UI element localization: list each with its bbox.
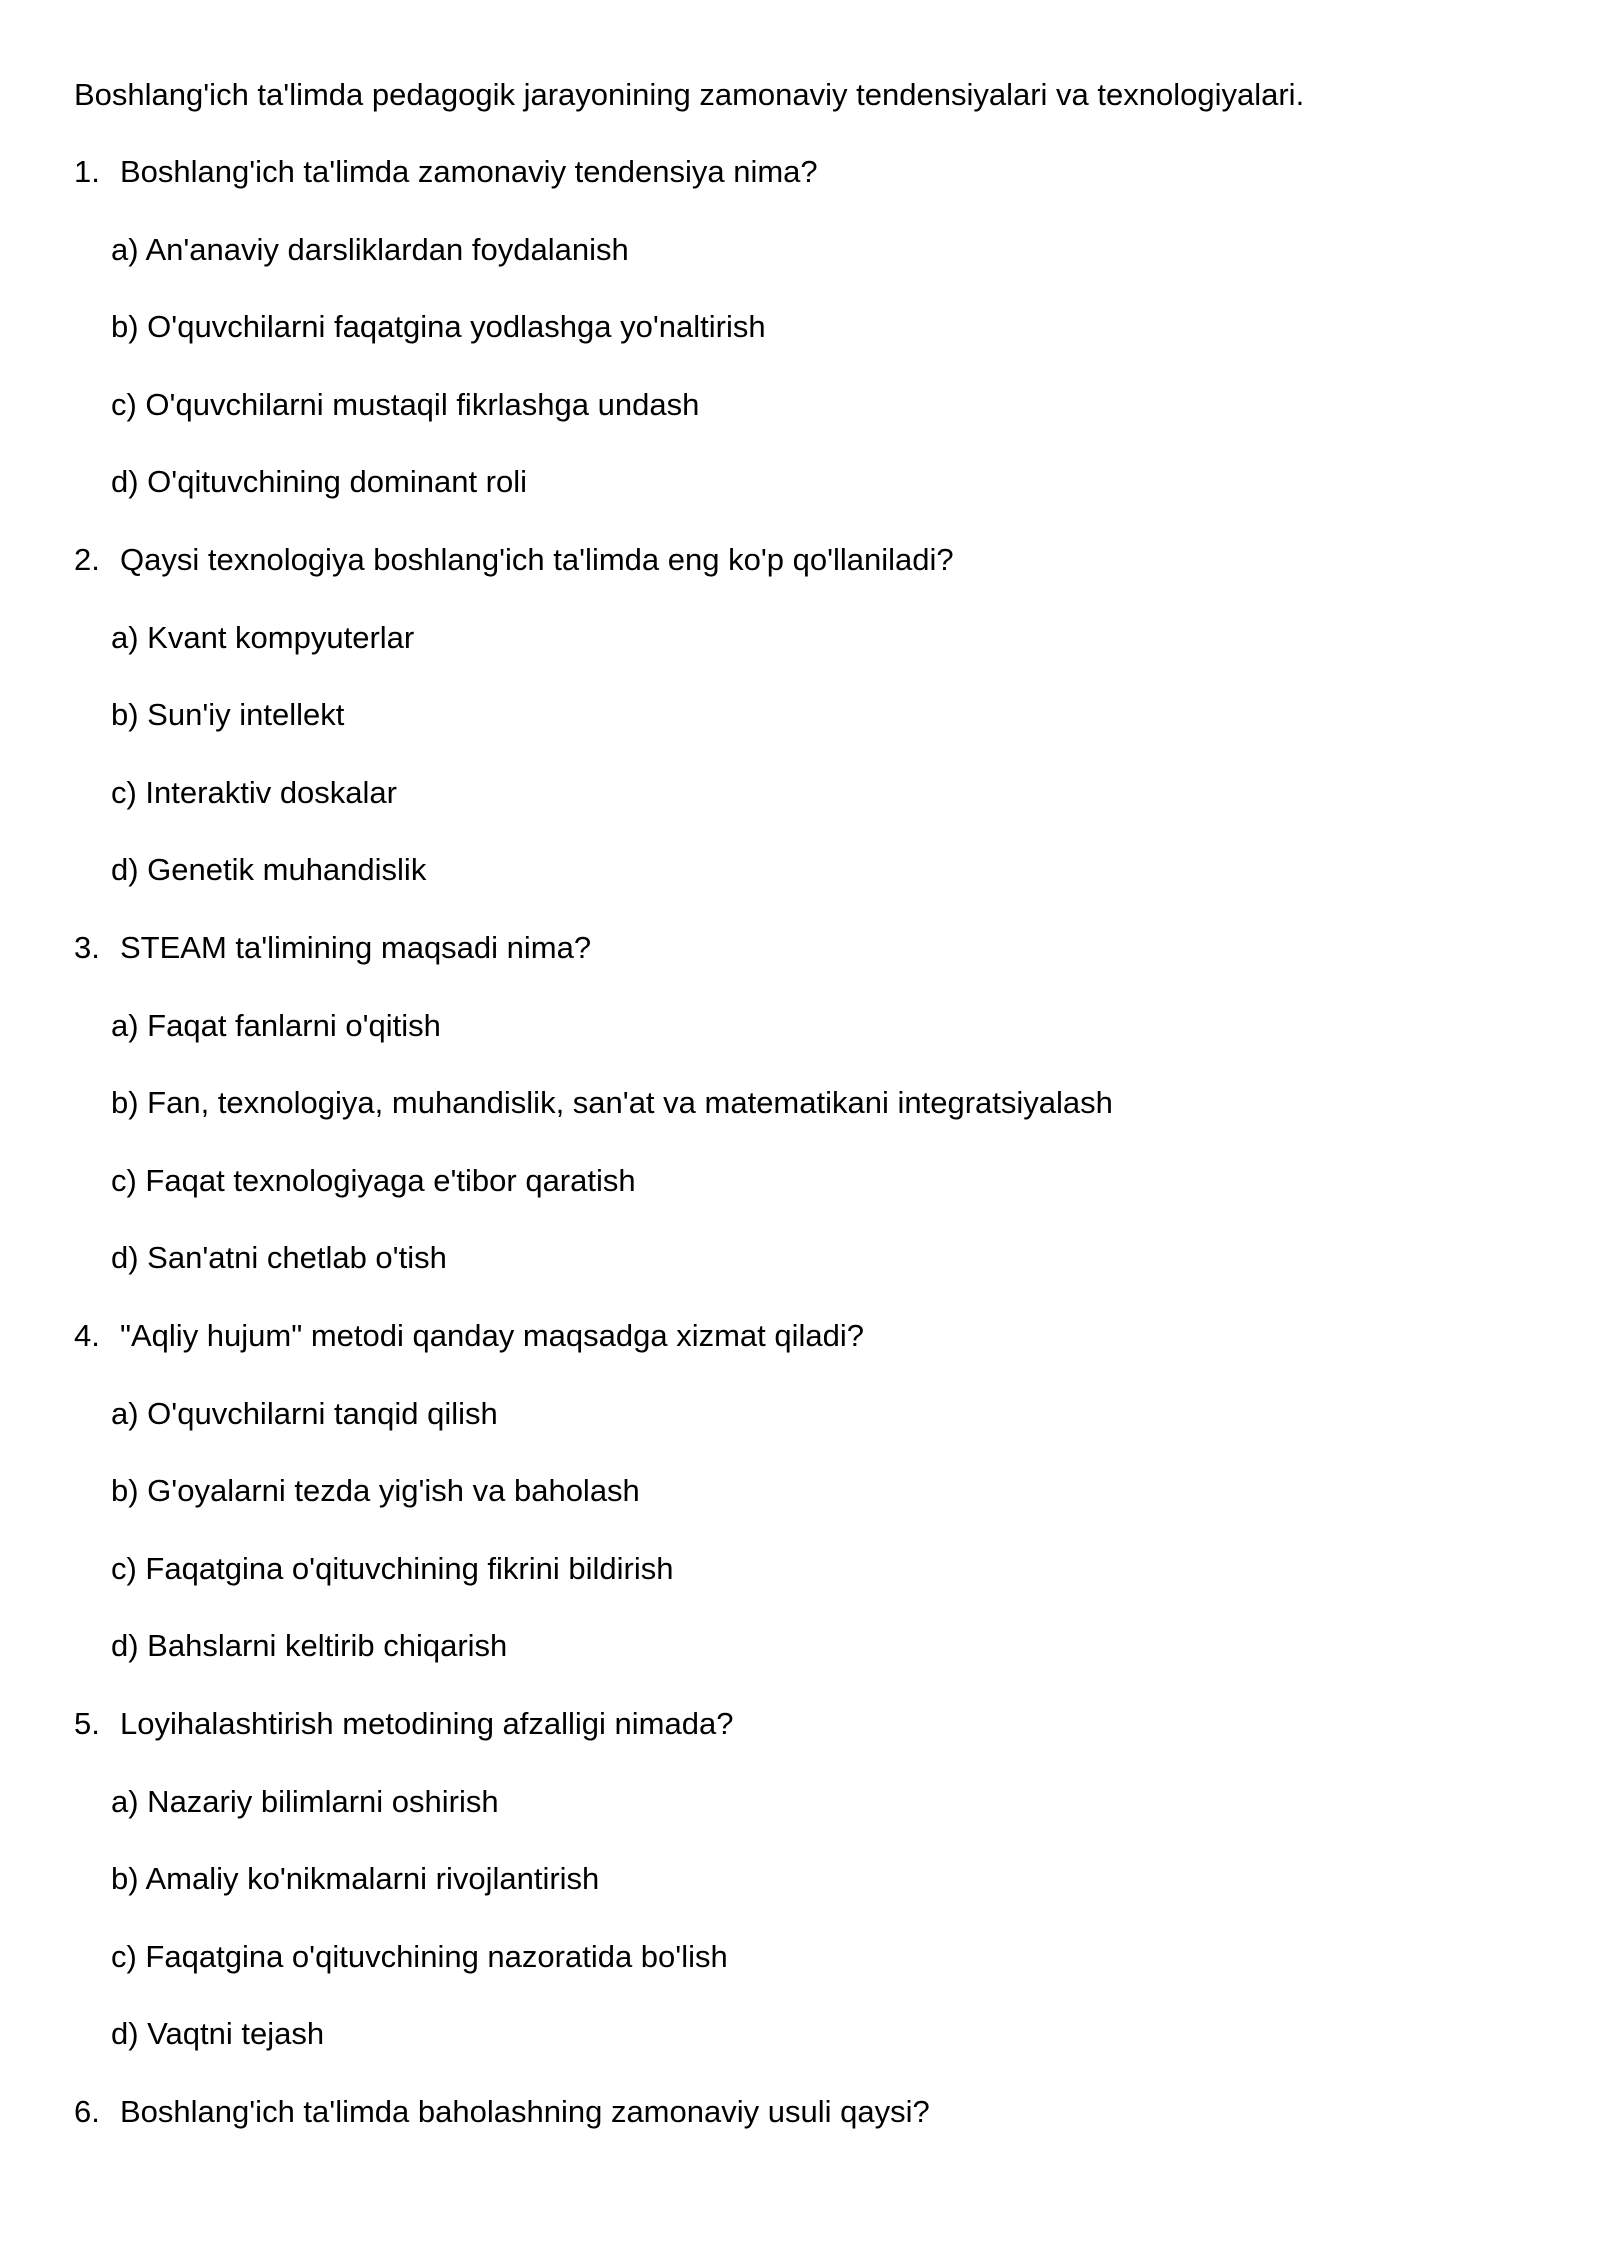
question-number: 6.: [74, 2094, 100, 2129]
question-5-option-d: d) Vaqtni tejash: [111, 2016, 325, 2051]
question-2: [74, 540, 954, 580]
question-number: 3.: [74, 930, 100, 965]
question-number: 1.: [74, 154, 100, 189]
question-text: Boshlang'ich ta'limda zamonaviy tendensiya nima?: [120, 154, 818, 189]
question-2-option-a: a) Kvant kompyuterlar: [111, 620, 415, 655]
question-3: [74, 928, 591, 968]
question-5-option-b: b) Amaliy ko'nikmalarni rivojlantirish: [111, 1861, 600, 1896]
question-1-option-b: b) O'quvchilarni faqatgina yodlashga yo'naltirish: [111, 309, 766, 344]
question-text: STEAM ta'limining maqsadi nima?: [120, 930, 592, 965]
question-2-option-d: d) Genetik muhandislik: [111, 852, 427, 887]
question-4-option-b: b) G'oyalarni tezda yig'ish va baholash: [111, 1473, 640, 1508]
question-3-option-d: d) San'atni chetlab o'tish: [111, 1240, 447, 1275]
question-2-option-b: b) Sun'iy intellekt: [111, 697, 345, 732]
question-number: 4.: [74, 1318, 100, 1353]
question-4-option-a: a) O'quvchilarni tanqid qilish: [111, 1396, 498, 1431]
question-4: [74, 1316, 864, 1356]
question-5-option-c: c) Faqatgina o'qituvchining nazoratida bo'lish: [111, 1939, 728, 1974]
question-text: Loyihalashtirish metodining afzalligi nimada?: [120, 1706, 734, 1741]
question-number: 2.: [74, 542, 100, 577]
question-5: [74, 1704, 733, 1744]
question-number: 5.: [74, 1706, 100, 1741]
question-2-option-c: c) Interaktiv doskalar: [111, 775, 397, 810]
question-text: "Aqliy hujum" metodi qanday maqsadga xizmat qiladi?: [120, 1318, 865, 1353]
question-1-option-c: c) O'quvchilarni mustaqil fikrlashga undash: [111, 387, 700, 422]
question-4-option-d: d) Bahslarni keltirib chiqarish: [111, 1628, 508, 1663]
question-1: [74, 152, 818, 192]
question-3-option-a: a) Faqat fanlarni o'qitish: [111, 1008, 441, 1043]
question-5-option-a: a) Nazariy bilimlarni oshirish: [111, 1784, 499, 1819]
question-text: Boshlang'ich ta'limda baholashning zamonaviy usuli qaysi?: [120, 2094, 930, 2129]
question-3-option-c: c) Faqat texnologiyaga e'tibor qaratish: [111, 1163, 636, 1198]
question-text: Qaysi texnologiya boshlang'ich ta'limda eng ko'p qo'llaniladi?: [120, 542, 954, 577]
document-title: Boshlang'ich ta'limda pedagogik jarayonining zamonaviy tendensiyalari va texnologiyalari.: [74, 77, 1305, 112]
question-1-option-d: d) O'qituvchining dominant roli: [111, 464, 528, 499]
question-4-option-c: c) Faqatgina o'qituvchining fikrini bildirish: [111, 1551, 674, 1586]
question-3-option-b: b) Fan, texnologiya, muhandislik, san'at va matematikani integratsiyalash: [111, 1085, 1113, 1120]
question-6: [74, 2092, 930, 2132]
question-1-option-a: a) An'anaviy darsliklardan foydalanish: [111, 232, 629, 267]
